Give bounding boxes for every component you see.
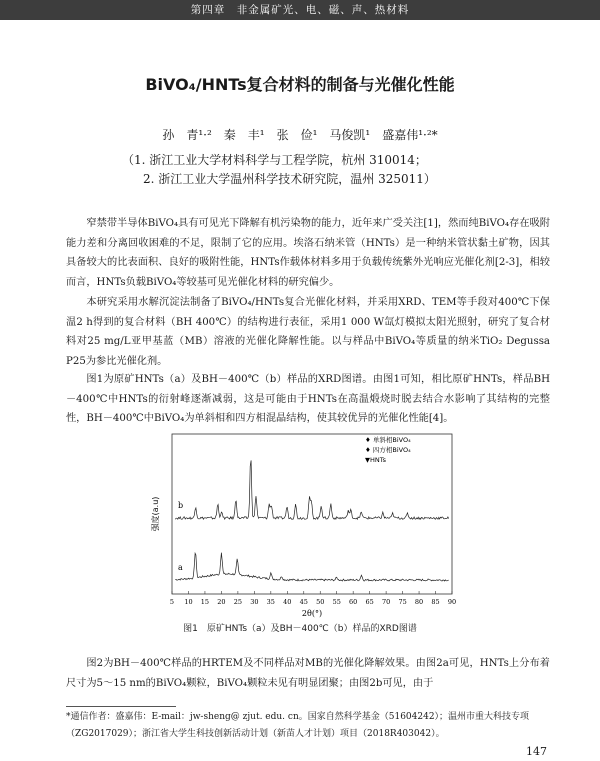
x-tick-label-90: 90 — [447, 598, 457, 606]
x-tick-label-80: 80 — [414, 598, 424, 606]
author-list: 孙 青¹·² 秦 丰¹ 张 俭¹ 马俊凯¹ 盛嘉伟¹·²* — [162, 128, 438, 142]
series-label-a: a — [178, 563, 183, 572]
x-tick-label-40: 40 — [283, 598, 292, 606]
paragraph-hrtem: 图2为BH－400℃样品的HRTEM及不同样品对MB的光催化降解效果。由图2a可见，HNTs上分布着尺寸为5～15 nm的BiVO₄颗粒，BiVO₄颗粒未见有明显团聚；由图2b可见，由于 — [66, 658, 550, 689]
x-tick-label-85: 85 — [431, 598, 440, 606]
plot-frame — [172, 434, 452, 594]
series-label-b: b — [178, 501, 184, 510]
x-tick-label-70: 70 — [381, 598, 391, 606]
x-axis-label: 2θ(°) — [301, 609, 323, 618]
legend-tetragonal: ♦ 四方相BiVO₄ — [365, 446, 411, 454]
footnote-1: *通信作者：盛嘉伟：E-mail：jw-sheng@ zjut. edu. cn。国家自然科学基金（51604242）；温州市重大科技专项 — [66, 712, 530, 722]
x-tick-label-30: 30 — [250, 598, 259, 606]
x-tick-label-65: 65 — [365, 598, 374, 606]
affiliation-1: （1. 浙江工业大学材料科学与工程学院，杭州 310014； — [122, 153, 427, 167]
x-tick-label-55: 55 — [332, 598, 341, 606]
x-tick-label-15: 15 — [200, 598, 210, 606]
footnote-divider — [66, 706, 176, 707]
series-line-a — [175, 553, 448, 581]
x-tick-label-20: 20 — [217, 598, 226, 606]
page-number: 147 — [526, 745, 547, 758]
paragraph-intro: 窄禁带半导体BiVO₄具有可见光下降解有机污染物的能力，近年来广受关注[1]，然而纯BiVO₄存在吸附能力差和分离回收困难的不足，限制了它的应用。埃洛石纳米管（HNTs）是一种纳米管状黏土矿物，因其具备较大的比表面积、良好的吸附性能，HNTs作载体材料多用于负载传统紫外光响应光催化剂[2-3]，相较而言，HNTs负载BiVO₄等较基可见光催化材料的研究偏少。 — [66, 218, 550, 288]
x-tick-label-75: 75 — [398, 598, 407, 606]
x-tick-label-60: 60 — [349, 598, 358, 606]
paragraph-method: 本研究采用水解沉淀法制备了BiVO₄/HNTs复合光催化材料，并采用XRD、TEM等手段对400℃下保温2 h得到的复合材料（BH 400℃）的结构进行表征，采用1 000 W氙灯模拟太阳光照射，研究了复合材料对25 mg/L亚甲基蓝（MB）溶液的光催化降解性能。以与样品中BiVO₄等质量的纳米TiO₂ Degussa P25为参比光催化剂。 — [66, 297, 550, 367]
paragraph-xrd: 图1为原矿HNTs（a）及BH－400℃（b）样品的XRD图谱。由图1可知，相比原矿HNTs，样品BH－400℃中HNTs的衍射峰逐渐减弱，这是可能由于HNTs在高温煅烧时脱去结合水影响了其结构的完整性，BH－400℃中BiVO₄为单斜相和四方相混晶结构，使其较优异的光催化性能[4]。 — [66, 374, 550, 425]
y-axis-label: 强度(a.u) — [151, 496, 160, 532]
x-tick-label-50: 50 — [316, 598, 325, 606]
figure-caption: 图1 原矿HNTs（a）及BH－400℃（b）样品的XRD图谱 — [183, 624, 417, 634]
legend-monoclinic: ♦ 单斜相BiVO₄ — [365, 436, 411, 444]
x-tick-label-5: 5 — [169, 598, 175, 606]
xrd-chart — [150, 430, 460, 620]
x-tick-label-10: 10 — [184, 598, 193, 606]
legend-hnts: ▼HNTs — [365, 456, 387, 464]
x-tick-label-25: 25 — [233, 598, 243, 606]
paper-title: BiVO₄/HNTs复合材料的制备与光催化性能 — [145, 75, 455, 94]
running-header: 第四章 非金属矿光、电、磁、声、热材料 — [0, 0, 600, 20]
footnote-2: （ZG2017029）；浙江省大学生科技创新活动计划（新苗人才计划）项目（2018R403042）。 — [66, 729, 445, 739]
affiliation-2: 2. 浙江工业大学温州科学技术研究院，温州 325011） — [143, 172, 436, 186]
x-tick-label-35: 35 — [266, 598, 275, 606]
x-tick-label-45: 45 — [299, 598, 308, 606]
series-line-b — [175, 460, 448, 519]
